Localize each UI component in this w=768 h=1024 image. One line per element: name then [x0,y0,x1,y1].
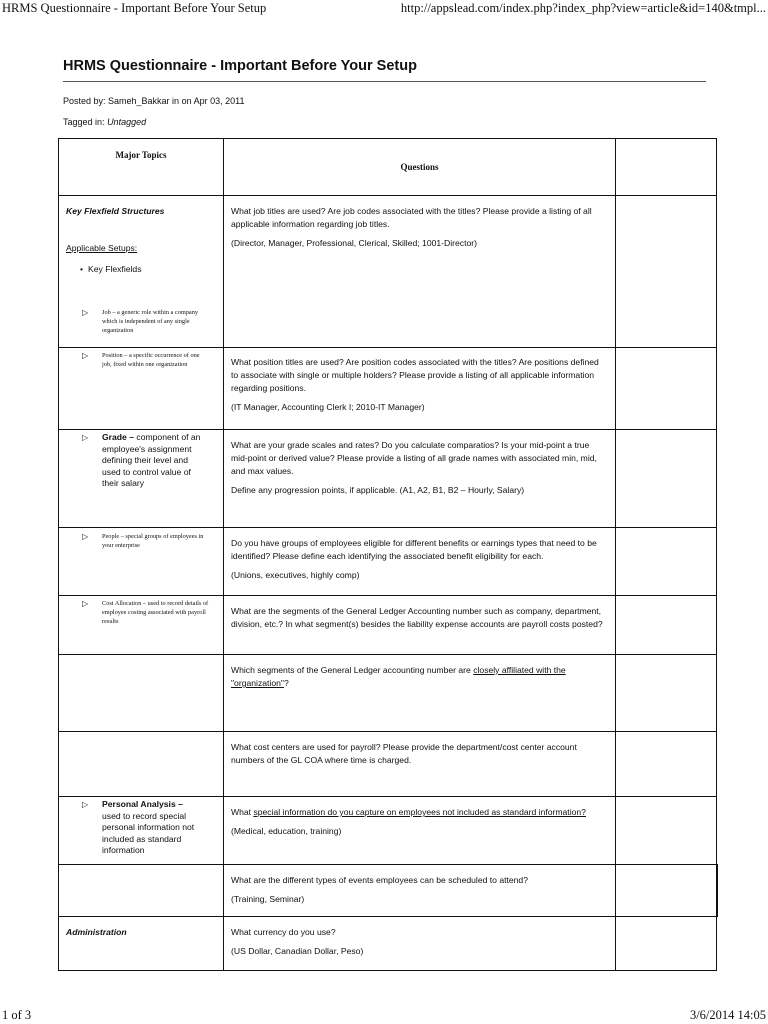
table-header-row [59,139,717,196]
answer-cell-admin [616,917,717,971]
question-cell-people: Do you have groups of employees eligible for different benefits or earnings types that need to be identified? Please define each identifying the associated benefit eligibility for each. (Unions, executives, highly comp) [224,528,616,596]
answer-cell-grade [616,430,717,528]
question-cell-admin: What currency do you use? (US Dollar, Canadian Dollar, Peso) [224,917,616,971]
posted-by-line: Posted by: Sameh_Bakkar in on Apr 03, 2011 [63,96,245,106]
print-header-title: HRMS Questionnaire - Important Before Your Setup [2,1,267,15]
title-divider [63,81,706,82]
print-header [2,1,766,16]
header-extra [616,139,717,196]
table-row-gl-segments [59,655,717,732]
question-cell-gl-segments: Which segments of the General Ledger accounting number are closely affiliated with the "organization"? [224,655,616,732]
table-row-personal [59,797,717,865]
topic-cell-people: ▷ People – special groups of employees in your enterprise [59,528,224,596]
triangle-bullet-icon: ▷ [82,308,89,317]
table-row-cost-centers [59,732,717,797]
topic-cell-empty [59,655,224,732]
print-header-url: http://appslead.com/index.php?index_php?view=article&id=140&tmpl... [400,1,766,15]
answer-cell-people [616,528,717,596]
topic-cell-empty [59,865,224,917]
tag-link[interactable]: Untagged [107,117,147,127]
question-cell-events: What are the different types of events employees can be scheduled to attend? (Training, Seminar) [224,865,616,917]
question-cell-cost-centers: What cost centers are used for payroll? Please provide the department/cost center account numbers of the GL COA where time is charged. [224,732,616,797]
topic-cell-cost: ▷ Cost Allocation – used to record details of employee costing associated with payroll results [59,596,224,655]
article-title: HRMS Questionnaire - Important Before Your Setup [63,58,417,74]
print-date: 3/6/2014 14:05 [689,1008,766,1022]
answer-cell-events [616,865,717,917]
question-cell-job: What job titles are used? Are job codes associated with the titles? Please provide a listing of all applicable information regarding job titles. (Director, Manager, Professional, Clerical, Skilled; 1001-Director) [224,196,616,348]
topic-cell-grade: ▷ Grade – component of an employee's assignment defining their level and used to control value of their salary [59,430,224,528]
topic-cell-empty [59,732,224,797]
section-title-kff: Key Flexfield Structures [66,206,165,216]
topic-cell-position: ▷ Position – a specific occurrence of one job, fixed within one organization [59,348,224,430]
answer-cell-job [616,196,717,348]
triangle-bullet-icon: ▷ [82,800,89,809]
header-major-topics: Major Topics [59,139,224,196]
questionnaire-table [58,138,718,971]
table-row-position [59,348,717,430]
bullet-icon: • [80,264,84,274]
header-questions: Questions [224,139,616,196]
question-cell-cost: What are the segments of the General Ledger Accounting number such as company, department, division, etc.? In what segment(s) besides the liability expense accounts are payroll costs posted? [224,596,616,655]
question-cell-position: What position titles are used? Are position codes associated with the titles? Are positions defined to associate with single or multiple holders? Please provide a listing of all applicable information regarding positions. (IT Manager, Accounting Clerk I; 2010-IT Manager) [224,348,616,430]
answer-cell-position [616,348,717,430]
table-row-cost [59,596,717,655]
section-title-admin: Administration [66,927,127,937]
table-row-people [59,528,717,596]
triangle-bullet-icon: ▷ [82,351,89,360]
table-row-events [59,865,717,917]
answer-cell-cost [616,596,717,655]
topic-cell-admin [59,917,224,971]
tagged-label: Tagged in: [63,117,105,127]
triangle-bullet-icon: ▷ [82,599,89,608]
applicable-setups-label: Applicable Setups: [66,243,138,253]
table-row-admin [59,917,717,971]
table-row-grade [59,430,717,528]
print-footer [2,1008,766,1023]
triangle-bullet-icon: ▷ [82,532,89,541]
answer-cell-cost-centers [616,732,717,797]
topic-cell-kff [59,196,224,348]
question-cell-personal: What special information do you capture on employees not included as standard information? (Medical, education, training) [224,797,616,865]
key-flexfields-item: • Key Flexfields [80,264,142,274]
table-row-job [59,196,717,348]
answer-cell-personal [616,797,717,865]
answer-cell-gl-segments [616,655,717,732]
topic-cell-personal: ▷ Personal Analysis – used to record special personal information not included as standard information [59,797,224,865]
tagged-line [63,117,146,127]
question-cell-grade: What are your grade scales and rates? Do you calculate comparatios? Is your mid-point a true mid-point or derived value? Please provide a listing of all grade names with associated min, mid, and max values. Define any progression points, if applicable. (A1, A2, B1, B2 – Hourly, Salary) [224,430,616,528]
topic-job: ▷ Job – a generic role within a company which is independent of any single organization [82,308,198,334]
triangle-bullet-icon: ▷ [82,433,89,442]
page-number: 1 of 3 [2,1008,32,1022]
